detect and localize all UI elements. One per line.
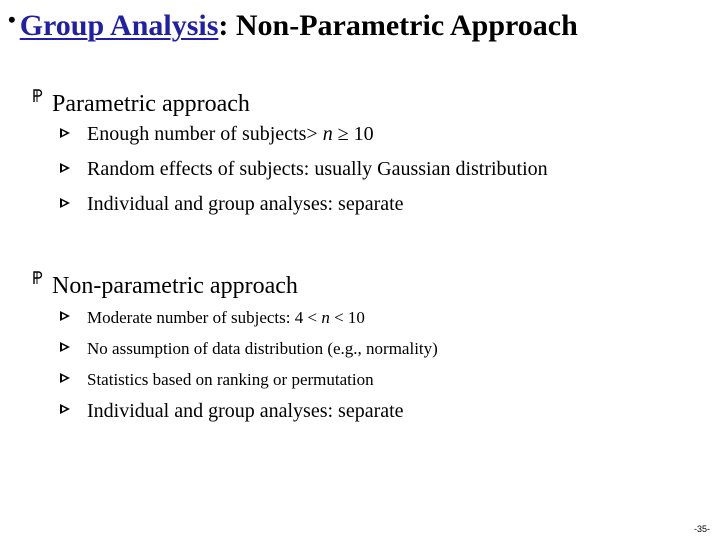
list-item	[59, 120, 548, 155]
section-heading	[32, 88, 548, 120]
arrow-bullet-icon	[59, 121, 71, 149]
list-item-text: Enough number of subjects>	[87, 123, 323, 145]
p-bullet-icon	[32, 266, 46, 298]
list-item	[59, 155, 548, 190]
list-item-text: Individual and group analyses: separate	[87, 193, 404, 215]
title-rest: : Non-Parametric Approach	[218, 9, 578, 42]
list-item	[59, 305, 438, 336]
section-heading	[32, 270, 438, 302]
list-item	[59, 336, 438, 367]
arrow-bullet-icon	[59, 336, 71, 362]
list-item-text: No assumption of data distribution (e.g., normality)	[87, 339, 438, 358]
arrow-bullet-icon	[59, 156, 71, 184]
variable-n: n	[322, 123, 333, 145]
arrow-bullet-icon	[59, 305, 71, 331]
variable-n: n	[321, 308, 330, 327]
page-number: -35-	[693, 524, 710, 534]
group-analysis-link[interactable]: Group Analysis	[19, 9, 219, 42]
list-item-text: Moderate number of subjects: 4 <	[87, 308, 322, 327]
list-item	[59, 367, 438, 398]
title-bullet-icon: •	[8, 7, 16, 32]
sub-list	[32, 120, 548, 225]
section-non-parametric	[32, 270, 438, 429]
list-item	[59, 398, 438, 429]
sub-list	[32, 305, 438, 429]
list-item	[59, 190, 548, 225]
list-item-tail: ≥ 10	[332, 123, 374, 145]
section-heading-label: Parametric approach	[52, 91, 250, 117]
slide-title	[8, 6, 578, 48]
list-item-text: Random effects of subjects: usually Gaussian distribution	[87, 158, 548, 180]
section-parametric	[32, 88, 548, 225]
section-heading-label: Non-parametric approach	[52, 273, 298, 299]
p-bullet-icon	[32, 84, 46, 116]
list-item-tail: < 10	[329, 308, 365, 327]
arrow-bullet-icon	[59, 398, 71, 424]
arrow-bullet-icon	[59, 367, 71, 393]
list-item-text: Individual and group analyses: separate	[87, 400, 404, 422]
arrow-bullet-icon	[59, 191, 71, 219]
list-item-text: Statistics based on ranking or permutation	[87, 370, 374, 389]
